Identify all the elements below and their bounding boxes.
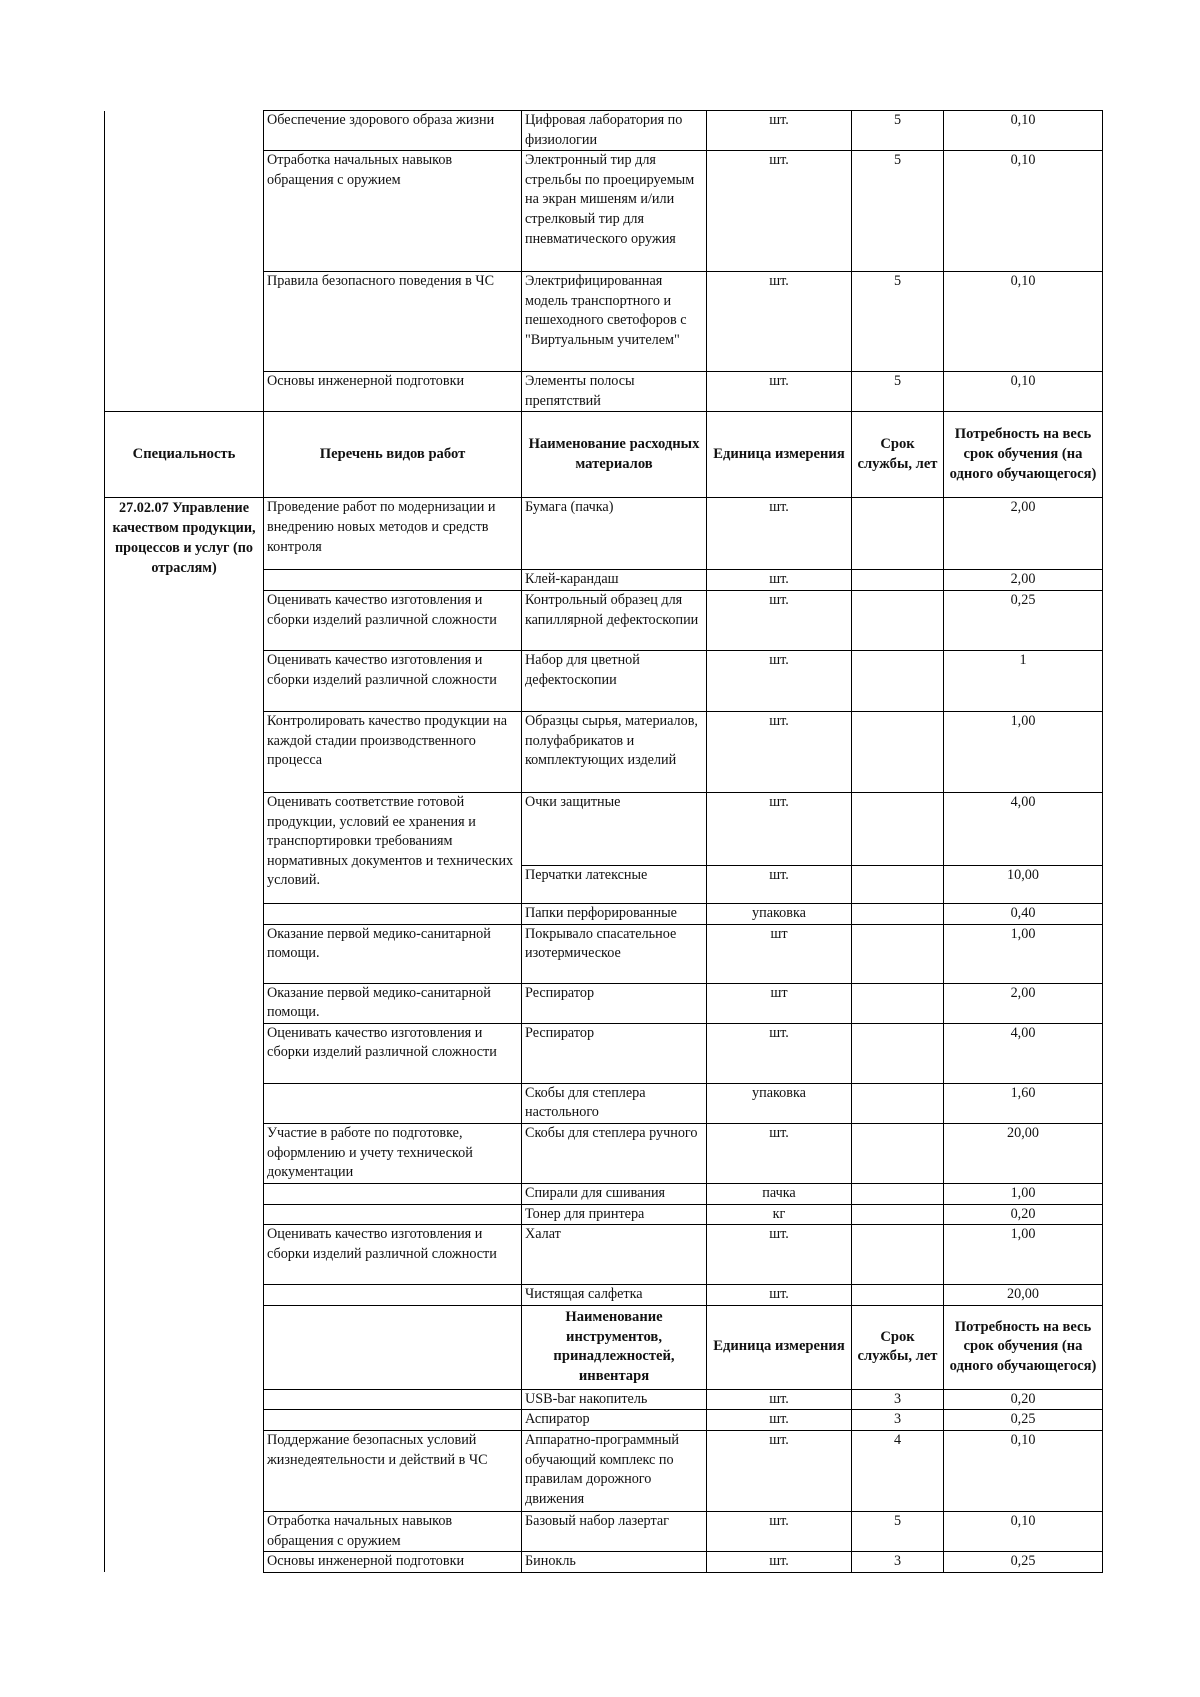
work-cell bbox=[264, 903, 522, 924]
header-need: Потребность на весь срок обучения (на одного обучающегося) bbox=[944, 1305, 1103, 1389]
life-cell: 5 bbox=[852, 272, 944, 372]
life-cell bbox=[852, 1285, 944, 1306]
unit-cell: шт bbox=[707, 924, 852, 983]
life-cell bbox=[852, 570, 944, 591]
life-cell bbox=[852, 1083, 944, 1123]
header-unit: Единица измерения bbox=[707, 1305, 852, 1389]
need-cell: 0,10 bbox=[944, 1511, 1103, 1551]
life-cell: 5 bbox=[852, 1511, 944, 1551]
work-cell: Оказание первой медико-санитарной помощи. bbox=[264, 924, 522, 983]
need-cell: 0,40 bbox=[944, 903, 1103, 924]
unit-cell: шт. bbox=[707, 711, 852, 792]
unit-cell: упаковка bbox=[707, 1083, 852, 1123]
unit-cell: шт. bbox=[707, 372, 852, 412]
life-cell bbox=[852, 590, 944, 650]
header-item: Наименование расходных материалов bbox=[522, 412, 707, 498]
need-cell: 0,25 bbox=[944, 590, 1103, 650]
need-cell: 4,00 bbox=[944, 792, 1103, 865]
unit-cell: шт. bbox=[707, 1225, 852, 1285]
unit-cell: шт. bbox=[707, 1023, 852, 1083]
life-cell bbox=[852, 498, 944, 570]
unit-cell: шт. bbox=[707, 792, 852, 865]
item-cell: Халат bbox=[522, 1225, 707, 1285]
need-cell: 2,00 bbox=[944, 983, 1103, 1023]
work-cell: Поддержание безопасных условий жизнедеятельности и действий в ЧС bbox=[264, 1430, 522, 1511]
life-cell bbox=[852, 903, 944, 924]
item-cell: Перчатки латексные bbox=[522, 865, 707, 903]
item-cell: Электронный тир для стрельбы по проецируемым на экран мишеням и/или стрелковый тир для пневматического оружия bbox=[522, 151, 707, 272]
header-unit: Единица измерения bbox=[707, 412, 852, 498]
unit-cell: шт. bbox=[707, 570, 852, 591]
unit-cell: шт. bbox=[707, 650, 852, 711]
item-cell: Цифровая лаборатория по физиологии bbox=[522, 111, 707, 151]
item-cell: Набор для цветной дефектоскопии bbox=[522, 650, 707, 711]
unit-cell: шт. bbox=[707, 1552, 852, 1573]
work-cell bbox=[264, 1389, 522, 1410]
need-cell: 1,00 bbox=[944, 1225, 1103, 1285]
life-cell: 5 bbox=[852, 111, 944, 151]
work-cell bbox=[264, 570, 522, 591]
materials-table bbox=[104, 110, 1103, 1573]
specialty-cell bbox=[105, 111, 264, 151]
unit-cell: шт. bbox=[707, 1285, 852, 1306]
need-cell: 0,25 bbox=[944, 1410, 1103, 1431]
table-row bbox=[105, 372, 1103, 412]
unit-cell: шт. bbox=[707, 151, 852, 272]
life-cell: 5 bbox=[852, 372, 944, 412]
need-cell: 0,10 bbox=[944, 111, 1103, 151]
unit-cell: шт. bbox=[707, 1123, 852, 1183]
life-cell: 3 bbox=[852, 1389, 944, 1410]
unit-cell: кг bbox=[707, 1204, 852, 1225]
life-cell bbox=[852, 711, 944, 792]
header-work: Перечень видов работ bbox=[264, 412, 522, 498]
need-cell: 0,10 bbox=[944, 151, 1103, 272]
unit-cell: шт. bbox=[707, 272, 852, 372]
work-cell: Участие в работе по подготовке, оформлению и учету технической документации bbox=[264, 1123, 522, 1183]
unit-cell: шт. bbox=[707, 1430, 852, 1511]
unit-cell: шт. bbox=[707, 1389, 852, 1410]
work-cell: Оценивать качество изготовления и сборки изделий различной сложности bbox=[264, 590, 522, 650]
item-cell: Скобы для степлера ручного bbox=[522, 1123, 707, 1183]
work-cell: Отработка начальных навыков обращения с оружием bbox=[264, 1511, 522, 1551]
need-cell: 10,00 bbox=[944, 865, 1103, 903]
item-cell: Спирали для сшивания bbox=[522, 1183, 707, 1204]
life-cell bbox=[852, 924, 944, 983]
need-cell: 1,00 bbox=[944, 924, 1103, 983]
item-cell: Тонер для принтера bbox=[522, 1204, 707, 1225]
life-cell bbox=[852, 1023, 944, 1083]
table-row bbox=[105, 272, 1103, 372]
need-cell: 0,10 bbox=[944, 372, 1103, 412]
item-cell: Электрифицированная модель транспортного и пешеходного светофоров с "Виртуальным учителем" bbox=[522, 272, 707, 372]
header-life: Срок службы, лет bbox=[852, 1305, 944, 1389]
header-need: Потребность на весь срок обучения (на одного обучающегося) bbox=[944, 412, 1103, 498]
life-cell bbox=[852, 983, 944, 1023]
item-cell: Покрывало спасательное изотермическое bbox=[522, 924, 707, 983]
need-cell: 20,00 bbox=[944, 1123, 1103, 1183]
work-cell bbox=[264, 1204, 522, 1225]
header-life: Срок службы, лет bbox=[852, 412, 944, 498]
table-row bbox=[105, 498, 1103, 570]
item-cell: USB-bar накопитель bbox=[522, 1389, 707, 1410]
work-cell: Отработка начальных навыков обращения с оружием bbox=[264, 151, 522, 272]
item-cell: Образцы сырья, материалов, полуфабрикатов и комплектующих изделий bbox=[522, 711, 707, 792]
life-cell: 4 bbox=[852, 1430, 944, 1511]
work-cell: Обеспечение здорового образа жизни bbox=[264, 111, 522, 151]
life-cell bbox=[852, 865, 944, 903]
need-cell: 0,20 bbox=[944, 1389, 1103, 1410]
need-cell: 2,00 bbox=[944, 498, 1103, 570]
unit-cell: шт. bbox=[707, 865, 852, 903]
unit-cell: шт bbox=[707, 983, 852, 1023]
work-cell: Оценивать качество изготовления и сборки изделий различной сложности bbox=[264, 650, 522, 711]
item-cell: Папки перфорированные bbox=[522, 903, 707, 924]
life-cell bbox=[852, 1204, 944, 1225]
item-cell: Аппаратно-программный обучающий комплекс по правилам дорожного движения bbox=[522, 1430, 707, 1511]
life-cell bbox=[852, 1123, 944, 1183]
work-cell bbox=[264, 1083, 522, 1123]
need-cell: 1,60 bbox=[944, 1083, 1103, 1123]
need-cell: 0,25 bbox=[944, 1552, 1103, 1573]
item-cell: Контрольный образец для капиллярной дефектоскопии bbox=[522, 590, 707, 650]
life-cell: 3 bbox=[852, 1552, 944, 1573]
need-cell: 0,20 bbox=[944, 1204, 1103, 1225]
unit-cell: пачка bbox=[707, 1183, 852, 1204]
work-cell: Оценивать качество изготовления и сборки изделий различной сложности bbox=[264, 1225, 522, 1285]
work-cell bbox=[264, 1285, 522, 1306]
life-cell: 5 bbox=[852, 151, 944, 272]
item-cell: Респиратор bbox=[522, 983, 707, 1023]
item-cell: Бинокль bbox=[522, 1552, 707, 1573]
work-cell: Оценивать соответствие готовой продукции, условий ее хранения и транспортировки требованиям нормативных документов и технических условий. bbox=[264, 792, 522, 903]
work-cell: Контролировать качество продукции на каждой стадии производственного процесса bbox=[264, 711, 522, 792]
work-cell: Основы инженерной подготовки bbox=[264, 372, 522, 412]
unit-cell: шт. bbox=[707, 1410, 852, 1431]
work-cell: Основы инженерной подготовки bbox=[264, 1552, 522, 1573]
need-cell: 1,00 bbox=[944, 711, 1103, 792]
header-specialty: Специальность bbox=[105, 412, 264, 498]
item-cell: Скобы для степлера настольного bbox=[522, 1083, 707, 1123]
work-cell bbox=[264, 1410, 522, 1431]
item-cell: Аспиратор bbox=[522, 1410, 707, 1431]
unit-cell: упаковка bbox=[707, 903, 852, 924]
header-item: Наименование инструментов, принадлежностей, инвентаря bbox=[522, 1305, 707, 1389]
life-cell bbox=[852, 1183, 944, 1204]
unit-cell: шт. bbox=[707, 590, 852, 650]
need-cell: 1 bbox=[944, 650, 1103, 711]
table-row bbox=[105, 111, 1103, 151]
item-cell: Клей-карандаш bbox=[522, 570, 707, 591]
need-cell: 1,00 bbox=[944, 1183, 1103, 1204]
need-cell: 2,00 bbox=[944, 570, 1103, 591]
work-cell: Оценивать качество изготовления и сборки изделий различной сложности bbox=[264, 1023, 522, 1083]
table-header-row bbox=[105, 412, 1103, 498]
need-cell: 0,10 bbox=[944, 272, 1103, 372]
item-cell: Чистящая салфетка bbox=[522, 1285, 707, 1306]
work-cell: Оказание первой медико-санитарной помощи. bbox=[264, 983, 522, 1023]
specialty-name: 27.02.07 Управление качеством продукции, процессов и услуг (по отраслям) bbox=[105, 498, 264, 1572]
unit-cell: шт. bbox=[707, 498, 852, 570]
item-cell: Очки защитные bbox=[522, 792, 707, 865]
item-cell: Респиратор bbox=[522, 1023, 707, 1083]
need-cell: 20,00 bbox=[944, 1285, 1103, 1306]
work-cell bbox=[264, 1183, 522, 1204]
item-cell: Бумага (пачка) bbox=[522, 498, 707, 570]
life-cell: 3 bbox=[852, 1410, 944, 1431]
unit-cell: шт. bbox=[707, 111, 852, 151]
work-cell: Проведение работ по модернизации и внедрению новых методов и средств контроля bbox=[264, 498, 522, 570]
unit-cell: шт. bbox=[707, 1511, 852, 1551]
table-row bbox=[105, 151, 1103, 272]
life-cell bbox=[852, 792, 944, 865]
item-cell: Элементы полосы препятствий bbox=[522, 372, 707, 412]
life-cell bbox=[852, 1225, 944, 1285]
need-cell: 0,10 bbox=[944, 1430, 1103, 1511]
work-cell: Правила безопасного поведения в ЧС bbox=[264, 272, 522, 372]
item-cell: Базовый набор лазертаг bbox=[522, 1511, 707, 1551]
need-cell: 4,00 bbox=[944, 1023, 1103, 1083]
life-cell bbox=[852, 650, 944, 711]
header-work-empty bbox=[264, 1305, 522, 1389]
